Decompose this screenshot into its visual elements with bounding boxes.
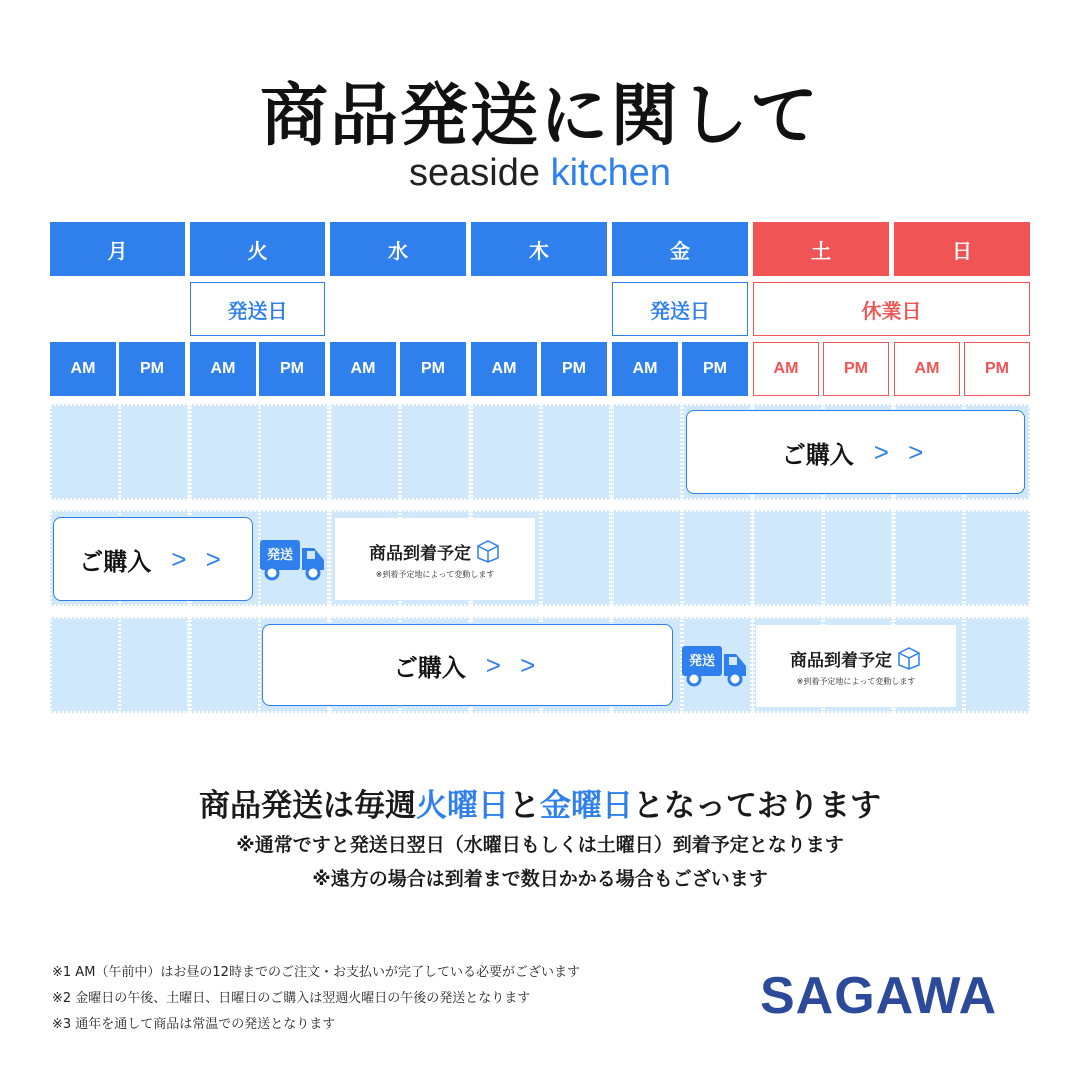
footnote-3: ※3 通年を通して商品は常温での発送となります [52,1017,336,1032]
ampm-tue-pm: PM [259,342,325,396]
footnote-2: ※2 金曜日の午後、土曜日、日曜日のご購入は翌週火曜日の午後の発送となります [52,991,531,1006]
chevron-right-icon: > > [485,649,542,680]
delivery-truck-icon [258,536,328,582]
timeline-cell [190,617,260,713]
ship-day-tag-tue: 発送日 [190,282,325,336]
chevron-right-icon: > > [873,436,930,467]
purchase-button-row3[interactable] [262,624,673,706]
ampm-wed-pm: PM [400,342,466,396]
arrival-estimate-row2 [335,518,535,600]
ampm-fri-am: AM [612,342,678,396]
brand-subtitle [0,152,1080,195]
timeline-cell [541,404,611,500]
timeline-cell [330,404,400,500]
arrival-note: ※到着予定地によって変動します [375,569,495,579]
package-box-icon [896,646,922,670]
ampm-tue-am: AM [190,342,256,396]
timeline-cell [753,510,823,606]
ampm-mon-am: AM [50,342,116,396]
timeline-cell [612,510,682,606]
purchase-label: ご購入 [781,440,854,469]
ampm-mon-pm: PM [119,342,185,396]
ampm-wed-am: AM [330,342,396,396]
timeline-cell [682,510,752,606]
shipping-summary [0,780,1080,825]
day-header-sun: 日 [894,222,1030,276]
timeline-cell [400,404,470,500]
summary-text-2: と [509,788,540,824]
timeline-cell [541,510,611,606]
timeline-cell [964,510,1030,606]
summary-friday: 金曜日 [540,788,633,824]
timeline-cell [964,617,1030,713]
truck-label: 発送 [266,548,293,563]
purchase-label: ご購入 [79,547,152,576]
chevron-right-icon: > > [171,543,227,574]
day-header-sat: 土 [753,222,889,276]
package-box-icon [475,539,501,563]
summary-tuesday: 火曜日 [416,788,509,824]
ampm-fri-pm: PM [682,342,748,396]
truck-label: 発送 [688,654,715,669]
delivery-truck-icon [680,642,750,688]
timeline-cell [50,617,120,713]
closed-day-tag: 休業日 [753,282,1030,336]
day-header-tue: 火 [190,222,325,276]
ampm-sun-pm: PM [964,342,1030,396]
timeline-cell [894,510,964,606]
timeline-cell [50,404,120,500]
delivery-note-2: ※遠方の場合は到着まで数日かかる場合もございます [312,868,768,890]
arrival-note: ※到着予定地によって変動します [796,676,916,686]
summary-text-1: 商品発送は毎週 [199,788,416,824]
ampm-sat-pm: PM [823,342,889,396]
timeline-cell [119,617,189,713]
purchase-label: ご購入 [393,653,466,682]
footnote-1: ※1 AM（午前中）はお昼の12時までのご注文・お支払いが完了している必要がございます [52,965,580,980]
ampm-thu-pm: PM [541,342,607,396]
timeline-cell [190,404,260,500]
summary-text-3: となっております [633,788,881,824]
arrival-label: 商品到着予定 [369,543,471,564]
day-header-wed: 水 [330,222,466,276]
timeline-cell [471,404,541,500]
delivery-note-1: ※通常ですと発送日翌日（水曜日もしくは土曜日）到着予定となります [236,834,844,856]
page-title: 商品発送に関して [259,77,820,156]
timeline-cell [823,510,893,606]
brand-word-seaside: seaside [409,152,540,194]
ampm-thu-am: AM [471,342,537,396]
timeline-cell [259,404,329,500]
day-header-mon: 月 [50,222,185,276]
ampm-sun-am: AM [894,342,960,396]
purchase-button-row2[interactable] [53,517,253,601]
sagawa-logo: SAGAWA [760,967,998,1025]
timeline-cell [119,404,189,500]
timeline-cell [612,404,682,500]
brand-word-kitchen: kitchen [550,152,671,194]
day-header-thu: 木 [471,222,607,276]
ship-day-tag-fri: 発送日 [612,282,748,336]
day-header-fri: 金 [612,222,748,276]
arrival-estimate-row3 [756,625,956,707]
purchase-button-row1[interactable] [686,410,1025,494]
ampm-sat-am: AM [753,342,819,396]
arrival-label: 商品到着予定 [790,650,892,671]
